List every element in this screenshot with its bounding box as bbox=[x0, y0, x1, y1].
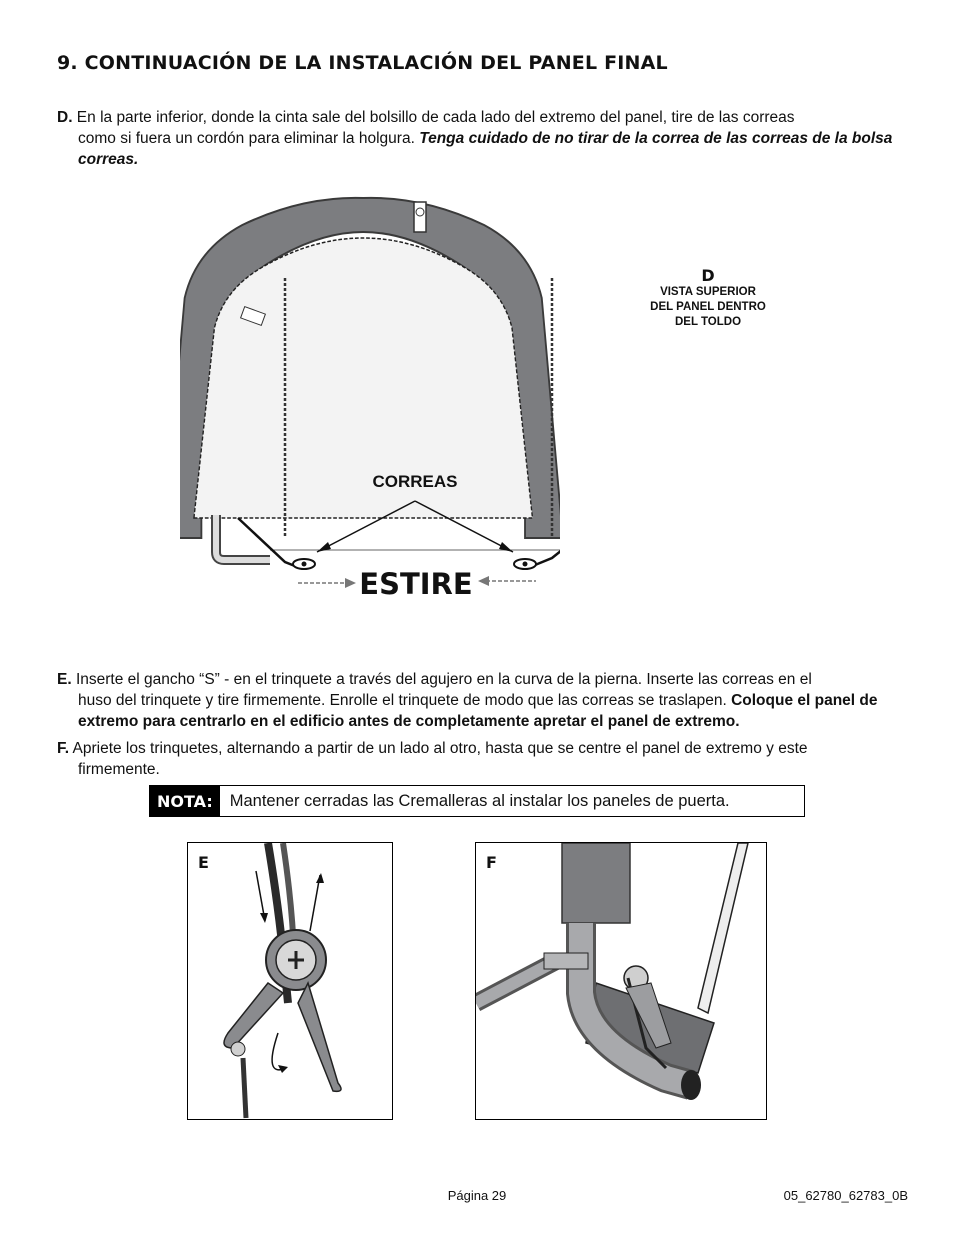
estire-label: ESTIRE bbox=[359, 567, 473, 600]
diagram-d-letter: D bbox=[701, 266, 715, 285]
note-text: Mantener cerradas las Cremalleras al instalar los paneles de puerta. bbox=[229, 791, 730, 810]
correas-label: CORREAS bbox=[372, 472, 458, 491]
figure-f-label: F bbox=[486, 853, 497, 872]
top-view-line-3: DEL TOLDO bbox=[674, 316, 742, 328]
note-box bbox=[149, 785, 805, 817]
document-code: 05_62780_62783_0B bbox=[783, 1188, 908, 1203]
top-view-line-1: VISTA SUPERIOR bbox=[660, 286, 756, 298]
step-e-paragraph bbox=[57, 669, 897, 732]
step-e-label: E. bbox=[57, 671, 72, 688]
step-e-text-1: Inserte el gancho “S” - en el trinquete a través del agujero en la curva de la pierna. Inserte las correas en el bbox=[71, 671, 812, 688]
figure-f-panel bbox=[475, 842, 767, 1120]
end-panel bbox=[194, 238, 533, 518]
figure-e-label: E bbox=[198, 853, 209, 872]
step-d-text-2: como si fuera un cordón para eliminar la holgura. bbox=[78, 130, 420, 147]
step-f-text-1: Apriete los trinquetes, alternando a partir de un lado al otro, hasta que se centre el panel de extremo y este bbox=[69, 740, 808, 757]
tightened-ratchet-illustration bbox=[476, 843, 767, 1120]
section-heading: 9. CONTINUACIÓN DE LA INSTALACIÓN DEL PANEL FINAL bbox=[57, 52, 668, 74]
step-d-label: D. bbox=[57, 109, 73, 126]
top-fitting bbox=[414, 202, 426, 232]
top-view-note bbox=[636, 268, 780, 330]
page-number: Página 29 bbox=[447, 1188, 507, 1203]
ratchet-illustration bbox=[188, 843, 393, 1120]
step-e-bold: Coloque el panel de extremo para centrarlo en el edificio antes de completamente apretar el panel de extremo. bbox=[78, 692, 878, 730]
step-d-paragraph bbox=[57, 107, 897, 170]
step-d-text-1: En la parte inferior, donde la cinta sale del bolsillo de cada lado del extremo del panel, tire de las correas bbox=[72, 109, 795, 126]
step-f-text-2: firmemente. bbox=[78, 761, 160, 778]
tent-diagram bbox=[180, 190, 560, 600]
step-f-label: F. bbox=[57, 740, 70, 757]
step-e-text-2: huso del trinquete y tire firmemente. Enrolle el trinquete de modo que las correas se traslapen. bbox=[78, 692, 732, 709]
note-tag: NOTA: bbox=[150, 786, 220, 816]
step-d-warning: Tenga cuidado de no tirar de la correa de las correas de la bolsa correas. bbox=[78, 130, 893, 168]
top-view-line-2: DEL PANEL DENTRO bbox=[650, 301, 766, 313]
figure-e-panel bbox=[187, 842, 393, 1120]
step-f-paragraph bbox=[57, 738, 897, 780]
